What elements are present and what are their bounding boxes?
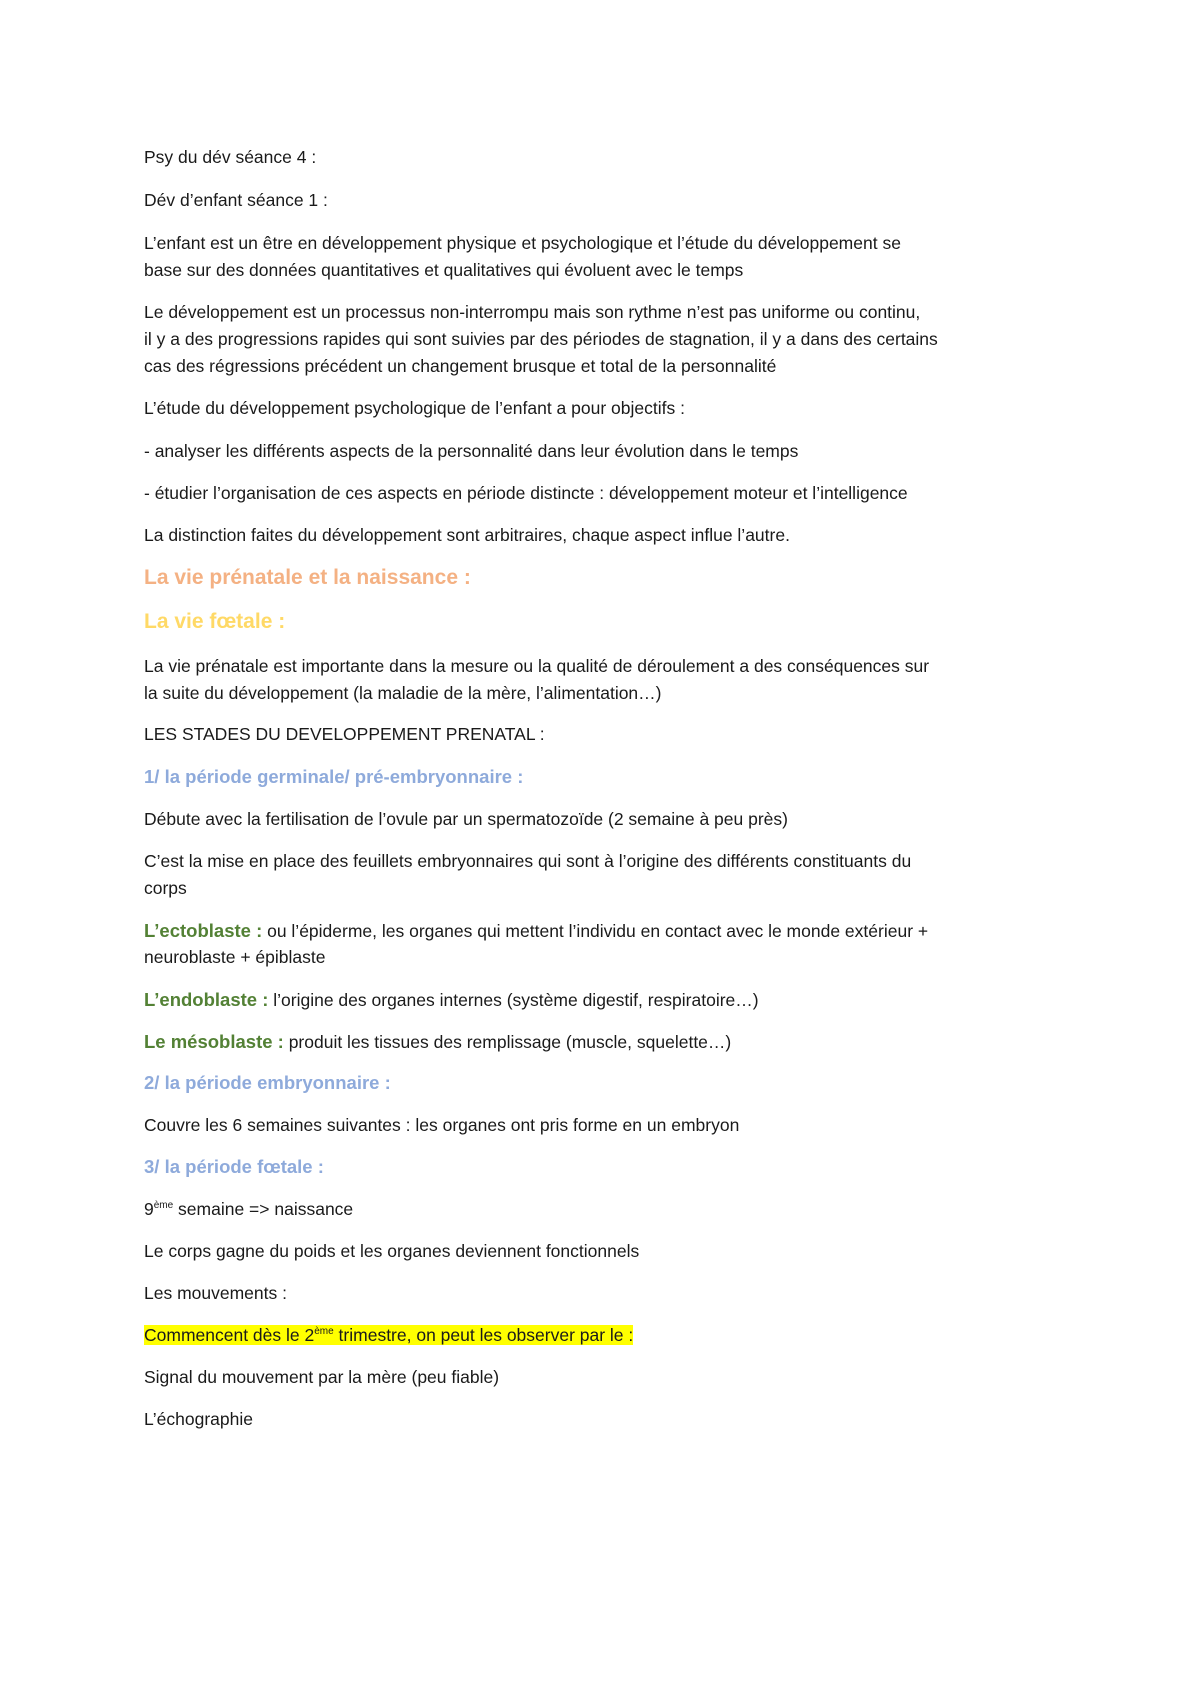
- paragraph-2-line-2: il y a des progressions rapides qui sont suivies par des périodes de stagnation, il y a dans des certains: [144, 329, 938, 349]
- paragraph-8-line-2: corps: [144, 878, 187, 898]
- paragraph-5-line-1: La vie prénatale est importante dans la mesure ou la qualité de déroulement a des conséquences sur: [144, 656, 930, 676]
- heading-periode-foetale: 3/ la période fœtale :: [144, 1156, 324, 1177]
- bullet-1: - analyser les différents aspects de la personnalité dans leur évolution dans le temps: [144, 441, 799, 461]
- paragraph-1-line-1: L’enfant est un être en développement physique et psychologique et l’étude du développement se: [144, 233, 901, 253]
- paragraph-9: Couvre les 6 semaines suivantes : les organes ont pris forme en un embryon: [144, 1115, 740, 1135]
- ectoblaste-desc: ou l’épiderme, les organes qui mettent l’individu en contact avec le monde extérieur +: [262, 921, 929, 941]
- heading-periode-germinale: 1/ la période germinale/ pré-embryonnaire :: [144, 766, 524, 787]
- term-ectoblaste: L’ectoblaste :: [144, 920, 263, 941]
- term-endoblaste: L’endoblaste :: [144, 989, 269, 1010]
- paragraph-10: [144, 1195, 353, 1224]
- highlight-part-1: Commencent dès le 2: [144, 1325, 315, 1345]
- week-number: 9: [144, 1199, 154, 1219]
- stades-heading: LES STADES DU DEVELOPPEMENT PRENATAL :: [144, 724, 545, 744]
- highlight-part-2: trimestre, on peut les observer par le :: [333, 1325, 634, 1345]
- bullet-2: - étudier l’organisation de ces aspects en période distincte : développement moteur et l’intelligence: [144, 483, 908, 503]
- mesoblaste-desc: produit les tissues des remplissage (muscle, squelette…): [283, 1032, 732, 1052]
- doc-line-title-2: Dév d’enfant séance 1 :: [144, 190, 328, 210]
- heading-vie-prenatale: La vie prénatale et la naissance :: [144, 566, 471, 589]
- paragraph-2-line-1: Le développement est un processus non-interrompu mais son rythme n’est pas uniforme ou continu,: [144, 302, 921, 322]
- paragraph-4: La distinction faites du développement sont arbitraires, chaque aspect influe l’autre.: [144, 525, 790, 545]
- week-rest: semaine => naissance: [173, 1199, 354, 1219]
- mesoblaste-line: [144, 1027, 731, 1057]
- paragraph-14: Signal du mouvement par la mère (peu fiable): [144, 1367, 500, 1387]
- paragraph-5-line-2: la suite du développement (la maladie de la mère, l’alimentation…): [144, 683, 662, 703]
- term-mesoblaste: Le mésoblaste :: [144, 1031, 284, 1052]
- paragraph-2-line-3: cas des régressions précédent un changement brusque et total de la personnalité: [144, 356, 777, 376]
- ectoblaste-line-1: [144, 916, 928, 946]
- endoblaste-line: [144, 985, 759, 1015]
- endoblaste-desc: l’origine des organes internes (système digestif, respiratoire…): [268, 990, 759, 1010]
- paragraph-15: L’échographie: [144, 1409, 253, 1429]
- paragraph-7: Débute avec la fertilisation de l’ovule par un spermatozoïde (2 semaine à peu près): [144, 809, 788, 829]
- paragraph-8-line-1: C’est la mise en place des feuillets embryonnaires qui sont à l’origine des différents constituants du: [144, 851, 912, 871]
- heading-periode-embryonnaire: 2/ la période embryonnaire :: [144, 1072, 391, 1093]
- heading-vie-foetale: La vie fœtale :: [144, 610, 286, 633]
- ectoblaste-line-2: neuroblaste + épiblaste: [144, 947, 326, 967]
- doc-line-title-1: Psy du dév séance 4 :: [144, 147, 317, 167]
- paragraph-12: Les mouvements :: [144, 1283, 287, 1303]
- highlight-text: [144, 1325, 633, 1345]
- paragraph-3: L’étude du développement psychologique de l’enfant a pour objectifs :: [144, 398, 685, 418]
- paragraph-13-highlighted: [144, 1321, 633, 1350]
- highlight-superscript: ème: [314, 1326, 334, 1337]
- paragraph-1-line-2: base sur des données quantitatives et qualitatives qui évoluent avec le temps: [144, 260, 744, 280]
- week-superscript: ème: [153, 1200, 174, 1211]
- paragraph-11: Le corps gagne du poids et les organes deviennent fonctionnels: [144, 1241, 640, 1261]
